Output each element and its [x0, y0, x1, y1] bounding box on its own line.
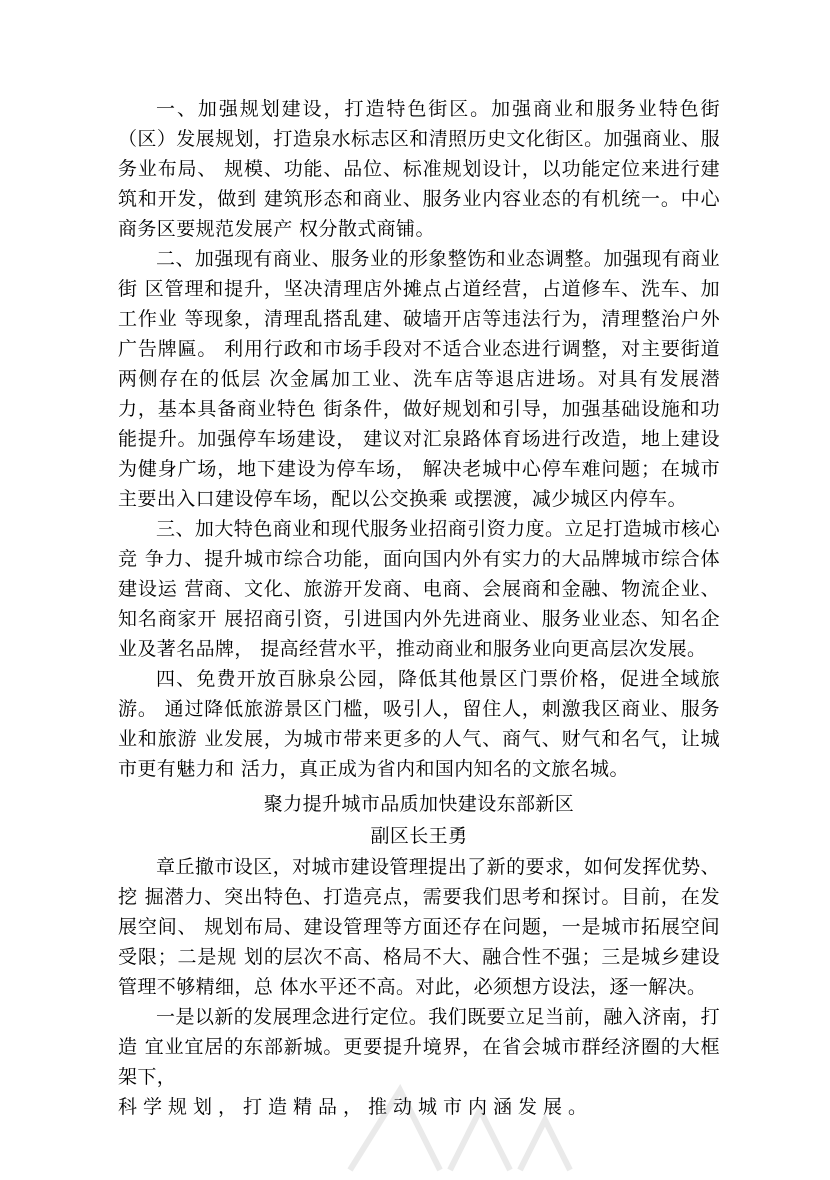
paragraph-tourism: 四、免费开放百脉泉公园，降低其他景区门票价格，促进全域旅游。 通过降低旅游景区门槛，吸引人，留住人，刺激我区商业、服务业和旅游 业发展，为城市带来更多的人气、商气、财气和名气，让城市更有魅力和 活力，真正成为省内和国内知名的文旅名城。 [118, 668, 720, 780]
paragraph-image-rectification: 二、加强现有商业、服务业的形象整饬和业态调整。加强现有商业街 区管理和提升，坚决清理店外摊点占道经营，占道修车、洗车、加工作业 等现象，清理乱搭乱建、破墙开店等违法行为，清理整治户外广告牌匾。 利用行政和市场手段对不适合业态进行调整，对主要街道两侧存在的低层 次金属加工业、洗车店等退店进场。对具有发展潜力，基本具备商业特色 街条件，做好规划和引导，加强基础设施和功能提升。加强停车场建设， 建议对汇泉路体育场进行改造，地上建设为健身广场，地下建设为停车场， 解决老城中心停车难问题；在城市主要出入口建设停车场，配以公交换乘 或摆渡，减少城区内停车。 [118, 248, 720, 510]
paragraph-last-line: 科学规划，打造精品，推动城市内涵发展。 [118, 1096, 594, 1118]
paragraph-intro: 章丘撤市设区，对城市建设管理提出了新的要求，如何发挥优势、挖 掘潜力、突出特色、打造亮点，需要我们思考和探讨。目前，在发展空间、 规划布局、建设管理等方面还存在问题，一是城市拓展空间受限；二是规 划的层次不高、格局不大、融合性不强；三是城乡建设管理不够精细，总 体水平还不高。对此，必须想方设法，逐一解决。 [118, 856, 720, 998]
paragraph-planning: 一、加强规划建设，打造特色街区。加强商业和服务业特色街（区）发展规划，打造泉水标志区和清照历史文化街区。加强商业、服务业布局、 规模、功能、品位、标准规划设计，以功能定位来进行建筑和开发，做到 建筑形态和商业、服务业内容业态的有机统一。中心商务区要规范发展产 权分散式商铺。 [118, 98, 720, 240]
document-body [118, 94, 720, 1122]
paragraph-investment: 三、加大特色商业和现代服务业招商引资力度。立足打造城市核心竞 争力、提升城市综合功能，面向国内外有实力的大品牌城市综合体建设运 营商、文化、旅游开发商、电商、会展商和金融、物流企业、知名商家开 展招商引资，引进国内外先进商业、服务业业态、知名企业及著名品牌， 提高经营水平，推动商业和服务业向更高层次发展。 [118, 518, 720, 660]
paragraph-positioning: 一是以新的发展理念进行定位。我们既要立足当前，融入济南，打造 宜业宜居的东部新城。更要提升境界，在省会城市群经济圈的大框架下， [118, 1006, 720, 1088]
section-author: 副区长王勇 [370, 825, 468, 847]
section-title: 聚力提升城市品质加快建设东部新区 [263, 793, 575, 815]
